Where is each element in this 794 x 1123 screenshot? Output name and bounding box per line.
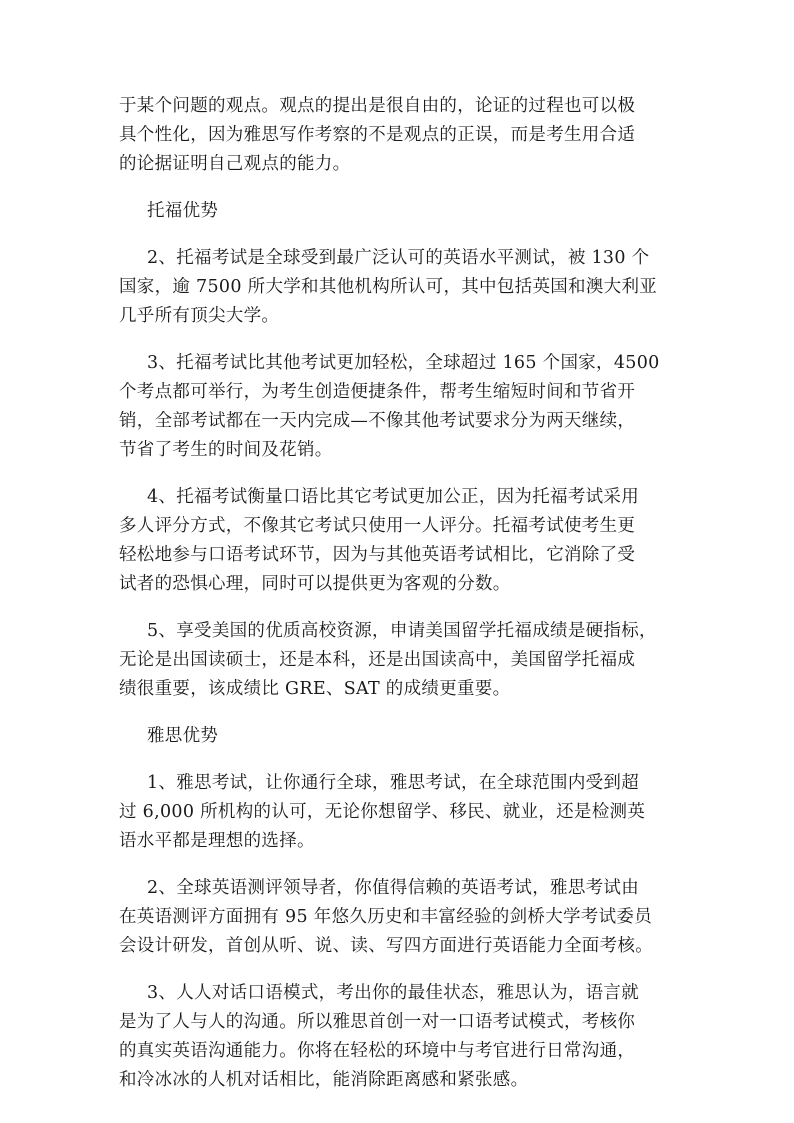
paragraph-ielts-1 bbox=[119, 769, 679, 856]
paragraph-toefl-4 bbox=[119, 483, 679, 599]
text-line: 2、全球英语测评领导者，你值得信赖的英语考试，雅思考试由 bbox=[147, 878, 640, 898]
paragraph-toefl-5 bbox=[119, 617, 679, 704]
text-line: 语水平都是理想的选择。 bbox=[119, 831, 315, 851]
text-line: 轻松地参与口语考试环节，因为与其他英语考试相比，它消除了受 bbox=[119, 545, 636, 565]
text-line: 销，全部考试都在一天内完成—不像其他考试要求分为两天继续， bbox=[119, 411, 636, 431]
text-line: 会设计研发，首创从听、说、读、写四方面进行英语能力全面考核。 bbox=[119, 936, 653, 956]
text-line: 4、托福考试衡量口语比其它考试更加公正，因为托福考试采用 bbox=[147, 487, 640, 507]
text-line: 的论据证明自己观点的能力。 bbox=[119, 154, 351, 174]
paragraph-ielts-3 bbox=[119, 979, 679, 1095]
heading-ielts-advantages bbox=[119, 722, 679, 751]
text-line: 几乎所有顶尖大学。 bbox=[119, 306, 280, 326]
text-line: 和冷冰冰的人机对话相比，能消除距离感和紧张感。 bbox=[119, 1070, 529, 1090]
text-line: 试者的恐惧心理，同时可以提供更为客观的分数。 bbox=[119, 574, 511, 594]
text-line: 于某个问题的观点。观点的提出是很自由的，论证的过程也可以极 bbox=[119, 96, 636, 116]
text-line: 无论是出国读硕士，还是本科，还是出国读高中，美国留学托福成 bbox=[119, 650, 636, 670]
text-line: 3、托福考试比其他考试更加轻松，全球超过 165 个国家，4500 bbox=[147, 353, 660, 373]
paragraph-toefl-2 bbox=[119, 244, 679, 331]
section-heading: 托福优势 bbox=[147, 201, 219, 221]
document-page bbox=[119, 92, 679, 1113]
text-line: 国家，逾 7500 所大学和其他机构所认可，其中包括英国和澳大利亚 bbox=[119, 277, 658, 297]
text-line: 是为了人与人的沟通。所以雅思首创一对一口语考试模式，考核你 bbox=[119, 1012, 636, 1032]
text-line: 2、托福考试是全球受到最广泛认可的英语水平测试，被 130 个 bbox=[147, 248, 650, 268]
text-line: 的真实英语沟通能力。你将在轻松的环境中与考官进行日常沟通， bbox=[119, 1041, 636, 1061]
text-line: 节省了考生的时间及花销。 bbox=[119, 440, 333, 460]
text-line: 在英语测评方面拥有 95 年悠久历史和丰富经验的剑桥大学考试委员 bbox=[119, 907, 652, 927]
text-line: 过 6,000 所机构的认可，无论你想留学、移民、就业，还是检测英 bbox=[119, 802, 646, 822]
text-line: 个考点都可举行，为考生创造便捷条件，帮考生缩短时间和节省开 bbox=[119, 382, 636, 402]
paragraph-ielts-2 bbox=[119, 874, 679, 961]
text-line: 绩很重要，该成绩比 GRE、SAT 的成绩更重要。 bbox=[119, 679, 511, 699]
text-line: 1、雅思考试，让你通行全球，雅思考试，在全球范围内受到超 bbox=[147, 773, 640, 793]
text-line: 3、人人对话口语模式，考出你的最佳状态，雅思认为，语言就 bbox=[147, 983, 640, 1003]
text-line: 具个性化，因为雅思写作考察的不是观点的正误，而是考生用合适 bbox=[119, 125, 636, 145]
paragraph-toefl-3 bbox=[119, 349, 679, 465]
heading-toefl-advantages bbox=[119, 197, 679, 226]
text-line: 5、享受美国的优质高校资源，申请美国留学托福成绩是硬指标， bbox=[147, 621, 657, 641]
section-heading: 雅思优势 bbox=[147, 726, 219, 746]
paragraph-intro-tail bbox=[119, 92, 679, 179]
text-line: 多人评分方式，不像其它考试只使用一人评分。托福考试使考生更 bbox=[119, 516, 636, 536]
